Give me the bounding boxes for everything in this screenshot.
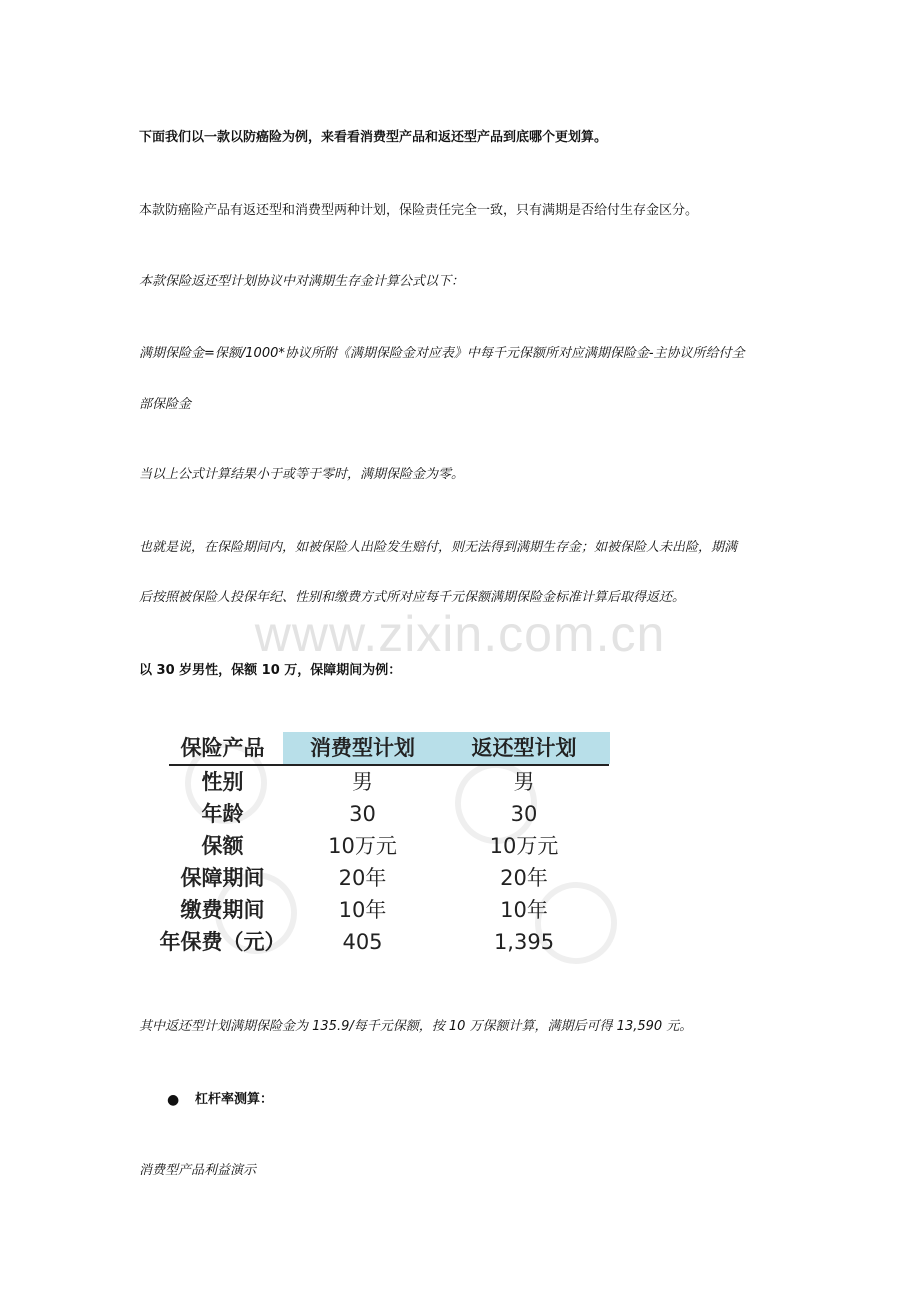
row-value: 10万元 <box>489 834 559 858</box>
row-value: 20年 <box>500 866 548 890</box>
header-return-plan: 返还型计划 <box>471 736 577 760</box>
demo-caption: 消费型产品利益演示 <box>139 1163 257 1178</box>
site-watermark: www.zixin.com.cn <box>254 606 666 662</box>
row-value: 30 <box>349 802 376 826</box>
example-heading: 以 30 岁男性，保额 10 万，保障期间为例： <box>139 663 402 678</box>
row-value: 405 <box>342 930 383 954</box>
row-label: 性别 <box>201 770 244 794</box>
row-value: 30 <box>510 802 538 826</box>
row-value: 男 <box>513 770 535 794</box>
maturity-result: 其中返还型计划满期保险金为 135.9/每千元保额，按 10 万保额计算，满期后可得 13,590 元。 <box>139 1019 693 1034</box>
row-label: 年保费（元） <box>159 930 286 954</box>
row-label: 年龄 <box>201 802 244 826</box>
row-value: 1,395 <box>493 930 555 954</box>
row-value: 10万元 <box>328 834 397 858</box>
formula-line-2: 部保险金 <box>139 397 192 412</box>
leverage-heading: 杠杆率测算： <box>195 1092 274 1107</box>
row-label: 保障期间 <box>180 866 265 890</box>
bullet-icon: ● <box>167 1092 180 1108</box>
row-value: 10年 <box>338 898 387 922</box>
explanation-line-2: 后按照被保险人投保年纪、性别和缴费方式所对应每千元保额满期保险金标准计算后取得返还。 <box>139 590 686 605</box>
row-label: 保额 <box>201 834 244 858</box>
header-product: 保险产品 <box>180 736 265 760</box>
row-value: 男 <box>352 770 373 794</box>
formula-intro: 本款保险返还型计划协议中对满期生存金计算公式以下： <box>139 274 465 289</box>
comparison-table <box>155 722 615 977</box>
explanation-line-1: 也就是说，在保险期间内，如被保险人出险发生赔付，则无法得到满期生存金；如被保险人未出险，期满 <box>139 540 738 555</box>
product-description: 本款防癌险产品有返还型和消费型两种计划，保险责任完全一致，只有满期是否给付生存金区分。 <box>139 203 699 218</box>
row-label: 缴费期间 <box>180 898 265 922</box>
intro-heading: 下面我们以一款以防癌险为例，来看看消费型产品和返还型产品到底哪个更划算。 <box>139 130 608 145</box>
row-value: 10年 <box>500 898 548 922</box>
formula-zero-note: 当以上公式计算结果小于或等于零时，满期保险金为零。 <box>139 467 465 482</box>
header-consumer-plan: 消费型计划 <box>310 736 415 760</box>
formula-line-1: 满期保险金=保额/1000*协议所附《满期保险金对应表》中每千元保额所对应满期保险金-主协议所给付全 <box>139 346 745 361</box>
row-value: 20年 <box>338 866 387 890</box>
